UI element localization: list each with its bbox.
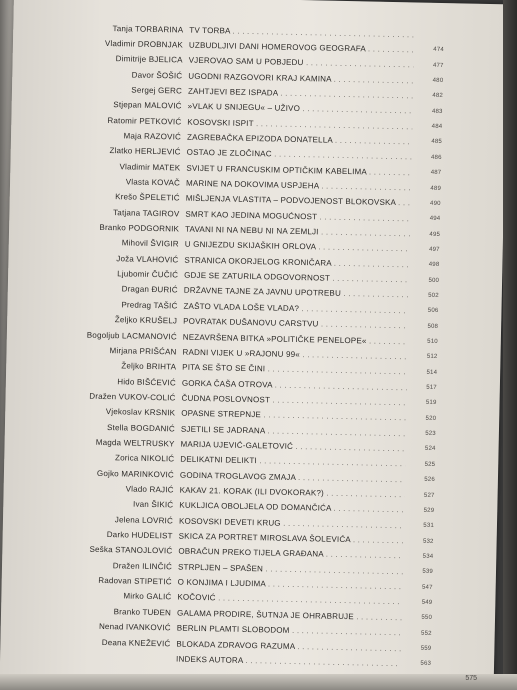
toc-title: OBRAČUN PREKO TIJELA GRAĐANA . . . bbox=[178, 547, 403, 561]
toc-author: Maja RAZOVIĆ bbox=[123, 131, 182, 142]
toc-title: TAVANI NI NA NEBU NI NA ZEMLJI . . . bbox=[185, 225, 410, 239]
toc-page-number: 519 bbox=[425, 400, 437, 407]
toc-page-number: 494 bbox=[429, 215, 441, 223]
toc-title: KOSOVSKI DEVETI KRUG . . . bbox=[179, 516, 404, 530]
toc-author: Dimitrije BJELICA bbox=[115, 54, 183, 65]
toc-title: DELIKATNI DELIKTI . . . bbox=[180, 455, 405, 469]
page-number-footer: 575 bbox=[465, 675, 477, 682]
toc-page-number: 486 bbox=[430, 154, 442, 161]
toc-title: BLOKADA ZDRAVOG RAZUMA . . . bbox=[176, 639, 401, 653]
toc-title: PITA SE ŠTO SE ČINI . . . bbox=[182, 363, 407, 377]
toc-author: Vjekoslav KRSNIK bbox=[105, 407, 176, 418]
toc-title: SKICA ZA PORTRET MIROSLAVA ŠOLEVIĆA . . . bbox=[179, 532, 404, 546]
toc-page-number: 559 bbox=[420, 645, 432, 652]
toc-page-number: 495 bbox=[429, 231, 441, 238]
toc-page-number: 534 bbox=[422, 553, 434, 560]
toc-author: Predrag TAŠIĆ bbox=[121, 300, 178, 311]
toc-title: VJEROVAO SAM U POBJEDU . . . bbox=[189, 56, 414, 70]
toc-author: Gojko MARINKOVIĆ bbox=[96, 468, 175, 480]
toc-title: MIŠLJENJA VLASTITA – PODVOJENOST BLOKOVSKA . . . bbox=[186, 194, 411, 208]
toc-title: SMRT KAO JEDINA MOGUĆNOST . . . bbox=[185, 209, 410, 223]
toc-title: TV TORBA . . . bbox=[189, 25, 414, 39]
toc-page-number: 514 bbox=[426, 369, 438, 376]
toc-title: SJETILI SE JADRANA . . . bbox=[181, 424, 406, 438]
toc-page-number: 563 bbox=[420, 661, 432, 668]
toc-page-number: 498 bbox=[428, 261, 440, 269]
toc-title: ZAHTJEVI BEZ ISPADA . . . bbox=[188, 87, 413, 101]
toc-title: KUKLJICA OBOLJELA OD DOMANČIĆA . . . bbox=[179, 501, 404, 515]
toc-author: Stjepan MALOVIĆ bbox=[113, 100, 182, 111]
toc-page-number: 482 bbox=[432, 93, 444, 100]
toc-page-number: 477 bbox=[432, 62, 444, 69]
toc-author: Tanja TORBARINA bbox=[112, 23, 184, 35]
toc-author: Tatjana TAGIROV bbox=[113, 207, 180, 219]
toc-page-number: 512 bbox=[426, 354, 438, 361]
toc-author: Sergej GERC bbox=[131, 85, 183, 96]
toc-title: UGODNI RAZGOVORI KRAJ KAMINA . . . bbox=[188, 71, 413, 85]
toc-title: KOSOVSKI ISPIT . . . bbox=[187, 117, 412, 131]
toc-title: ZAŠTO VLADA LOŠE VLADA? . . . bbox=[183, 301, 408, 315]
toc-title: SVIJET U FRANCUSKIM OPTIČKIM KABELIMA . . . bbox=[186, 163, 411, 177]
toc-author: Radovan STIPETIĆ bbox=[98, 575, 172, 587]
toc-page-number: 506 bbox=[427, 308, 439, 315]
toc-title: ZAGREBAČKA EPIZODA DONATELLA . . . bbox=[187, 133, 412, 147]
toc-page-number: 527 bbox=[423, 492, 435, 499]
toc-page-number: 523 bbox=[425, 430, 436, 438]
toc-author: Branko TUĐEN bbox=[113, 607, 172, 618]
toc-author: Ratomir PETKOVIĆ bbox=[107, 115, 182, 127]
toc-title: BERLIN PLAMTI SLOBODOM . . . bbox=[177, 624, 402, 638]
toc-author: Dražen ILINČIĆ bbox=[112, 560, 173, 572]
toc-author: Zorica NIKOLIĆ bbox=[114, 453, 175, 464]
toc-page-number: 525 bbox=[424, 461, 436, 468]
table-of-contents bbox=[14, 0, 508, 668]
toc-page-number: 480 bbox=[432, 77, 444, 85]
toc-title: GODINA TROGLAVOG ZMAJA . . . bbox=[180, 470, 405, 484]
toc-page-number: 474 bbox=[433, 47, 444, 54]
toc-page-number: 550 bbox=[421, 614, 433, 622]
toc-page-number: 502 bbox=[428, 292, 439, 299]
toc-title: U GNIJEZDU SKIJAŠKIH ORLOVA . . . bbox=[185, 240, 410, 254]
toc-page-number: 539 bbox=[422, 568, 434, 576]
toc-title: OPASNE STREPNJE . . . bbox=[181, 409, 406, 423]
toc-author: Vlado RAJIĆ bbox=[125, 484, 174, 495]
toc-page-number: 489 bbox=[430, 185, 442, 192]
toc-author: Hido BIŠĆEVIĆ bbox=[117, 376, 176, 388]
toc-title: ČUDNA POSLOVNOST . . . bbox=[181, 393, 406, 407]
toc-title: MARIJA UJEVIĆ-GALETOVIĆ . . . bbox=[181, 440, 406, 454]
toc-page-number: 529 bbox=[423, 507, 435, 514]
toc-title: NEZAVRŠENA BITKA »POLITIČKE PENELOPE« . . . bbox=[183, 332, 408, 346]
toc-author: Seška STANOJLOVIĆ bbox=[89, 545, 173, 556]
toc-title: GALAMA PRODIRE, ŠUTNJA JE OHRABRUJE . . . bbox=[177, 608, 402, 622]
toc-page-number: 483 bbox=[431, 108, 443, 115]
toc-author: Vladimir DROBNJAK bbox=[104, 38, 184, 50]
toc-title: STRPLJEN – SPAŠEN . . . bbox=[178, 562, 403, 576]
toc-author: Deana KNEŽEVIĆ bbox=[101, 637, 171, 648]
toc-page-number: 510 bbox=[427, 338, 438, 345]
toc-title: »VLAK U SNIJEGU« – UŽIVO . . . bbox=[188, 102, 413, 116]
toc-author: Joža VLAHOVIĆ bbox=[116, 253, 179, 265]
toc-page-number: 485 bbox=[431, 139, 443, 146]
toc-page-number: 552 bbox=[421, 630, 432, 637]
toc-title: UZBUDLJIVI DANI HOMEROVOG GEOGRAFA . . . bbox=[189, 41, 414, 55]
toc-author: Mihovil ŠVIGIR bbox=[121, 238, 179, 249]
toc-title: KAKAV 21. KORAK (ILI DVOKORAK?) . . . bbox=[180, 486, 405, 500]
toc-page-number: 524 bbox=[424, 446, 436, 453]
toc-title: INDEKS AUTORA . . . bbox=[176, 654, 401, 668]
toc-author: Dragan ĐURIĆ bbox=[121, 284, 178, 295]
toc-page-number: 490 bbox=[430, 200, 441, 207]
toc-page-number: 500 bbox=[428, 277, 440, 284]
toc-page-number: 547 bbox=[421, 584, 433, 591]
toc-page-number: 484 bbox=[431, 123, 443, 131]
toc-author: Magda WELTRUSKY bbox=[95, 437, 175, 449]
toc-title: DRŽAVNE TAJNE ZA JAVNU UPOTREBU . . . bbox=[184, 286, 409, 300]
toc-author: Željko BRIHTA bbox=[121, 361, 177, 372]
toc-page-number: 532 bbox=[422, 538, 434, 545]
toc-page-number: 517 bbox=[426, 384, 437, 391]
toc-page-number bbox=[414, 34, 444, 35]
toc-title: O KONJIMA I LJUDIMA . . . bbox=[178, 578, 403, 592]
toc-author: Mirjana PRIŠĆAN bbox=[109, 345, 177, 357]
toc-author: Ivan ŠIKIĆ bbox=[132, 499, 174, 510]
toc-title: KOČOVIĆ . . . bbox=[177, 593, 402, 607]
bottom-page-edge bbox=[0, 674, 517, 690]
toc-title: GORKA ČAŠA OTROVA . . . bbox=[182, 378, 407, 392]
toc-author: Mirko GALIĆ bbox=[123, 591, 172, 602]
toc-author: Zlatko HERLJEVIĆ bbox=[109, 146, 181, 157]
toc-author: Vladimir MATEK bbox=[119, 161, 181, 173]
toc-page-number: 526 bbox=[424, 476, 435, 484]
toc-author: Nenad IVANKOVIĆ bbox=[98, 622, 171, 633]
toc-title: RADNI VIJEK U »RAJONU 99« . . . bbox=[182, 347, 407, 361]
toc-author: Krešo ŠPELETIĆ bbox=[115, 192, 180, 203]
toc-author: Jelena LOVRIĆ bbox=[114, 514, 174, 526]
toc-title: GDJE SE ZATURILA ODGOVORNOST . . . bbox=[184, 271, 409, 285]
toc-author: Vlasta KOVAČ bbox=[125, 177, 181, 188]
toc-author: Darko HUDELIST bbox=[106, 530, 173, 541]
toc-title: MARINE NA DOKOVIMA USPJEHA . . . bbox=[186, 179, 411, 193]
toc-page-number: 520 bbox=[425, 415, 437, 422]
toc-title: OSTAO JE ZLOČINAC . . . bbox=[187, 148, 412, 162]
toc-page-number: 508 bbox=[427, 323, 439, 330]
right-page-edge bbox=[503, 0, 517, 690]
toc-author: Ljubomir ČUČIĆ bbox=[117, 269, 179, 280]
toc-author bbox=[0, 655, 176, 659]
toc-title: STRANICA OKORJELOG KRONIČARA . . . bbox=[184, 255, 409, 269]
toc-author: Željko KRUŠELJ bbox=[114, 315, 178, 326]
toc-author: Davor ŠOŠIĆ bbox=[131, 70, 183, 81]
toc-author: Bogoljub LACMANOVIĆ bbox=[86, 330, 177, 341]
toc-title: POVRATAK DUŠANOVU CARSTVU . . . bbox=[183, 317, 408, 331]
toc-page-number: 531 bbox=[423, 522, 435, 530]
toc-author: Stella BOGDANIĆ bbox=[106, 422, 176, 434]
toc-author: Branko PODGORNIK bbox=[99, 222, 180, 234]
toc-page-number: 487 bbox=[430, 169, 442, 177]
toc-author: Dražen VUKOV-COLIĆ bbox=[89, 391, 176, 403]
toc-page-number: 497 bbox=[429, 246, 440, 253]
toc-page-number: 549 bbox=[421, 599, 433, 606]
